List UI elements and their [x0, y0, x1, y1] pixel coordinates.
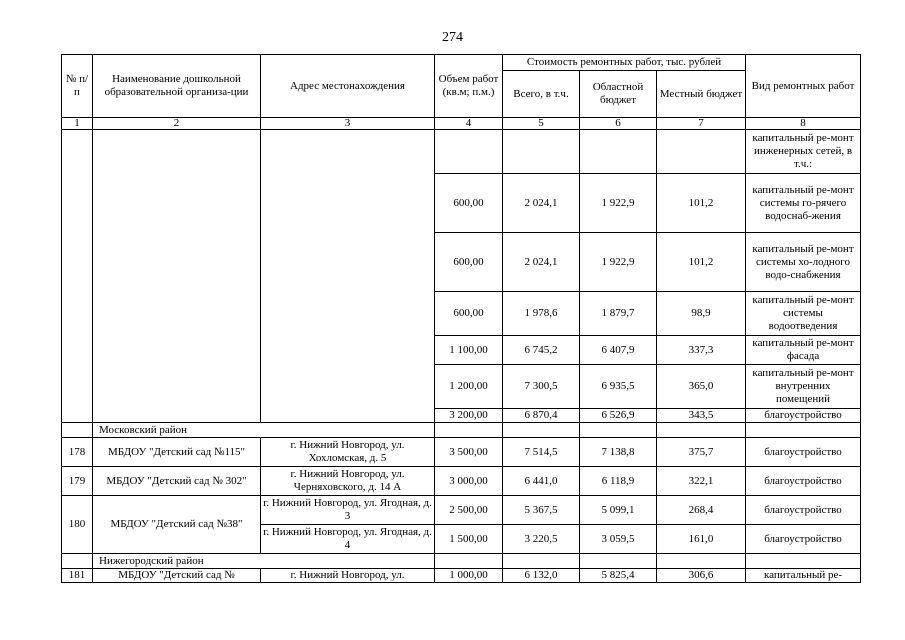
cell-volume: 1 200,00	[435, 365, 503, 409]
cell-total: 3 220,5	[503, 525, 580, 554]
cell-total: 6 132,0	[503, 569, 580, 583]
cell-worktype: благоустройство	[746, 496, 861, 525]
cell-total	[503, 130, 580, 174]
index-cell: 6	[580, 118, 657, 130]
header-col-name: Наименование дошкольной образовательной организа-ции	[93, 55, 261, 118]
cell-empty	[746, 423, 861, 438]
cell-empty	[580, 554, 657, 569]
cell-total: 7 514,5	[503, 438, 580, 467]
district-row	[62, 554, 861, 569]
cell-regional: 1 879,7	[580, 292, 657, 336]
cell-no	[62, 554, 93, 569]
cell-total: 5 367,5	[503, 496, 580, 525]
cell-empty	[657, 554, 746, 569]
cell-no	[62, 130, 93, 423]
cell-address: г. Нижний Новгород, ул.	[261, 569, 435, 583]
district-name: Нижегородский район	[93, 554, 435, 569]
cell-local: 101,2	[657, 174, 746, 233]
cell-worktype: благоустройство	[746, 438, 861, 467]
cell-address	[261, 130, 435, 423]
cell-total: 6 441,0	[503, 467, 580, 496]
cell-worktype: капитальный ре-монт инженерных сетей, в т.ч.:	[746, 130, 861, 174]
header-col-regional: Областной бюджет	[580, 71, 657, 118]
cell-total: 2 024,1	[503, 174, 580, 233]
cell-local: 306,6	[657, 569, 746, 583]
cell-volume: 1 500,00	[435, 525, 503, 554]
cell-worktype: капитальный ре-монт системы хо-лодного водо-снабжения	[746, 233, 861, 292]
cell-regional: 5 099,1	[580, 496, 657, 525]
index-cell: 5	[503, 118, 580, 130]
cell-empty	[435, 423, 503, 438]
cell-worktype: благоустройство	[746, 525, 861, 554]
cell-volume: 2 500,00	[435, 496, 503, 525]
cell-worktype: капитальный ре-монт фасада	[746, 336, 861, 365]
cell-worktype: капитальный ре-монт системы водоотведения	[746, 292, 861, 336]
cell-local: 375,7	[657, 438, 746, 467]
repair-works-table	[61, 54, 861, 583]
column-index-row	[62, 118, 861, 130]
cell-empty	[657, 423, 746, 438]
cell-volume: 3 000,00	[435, 467, 503, 496]
cell-local: 322,1	[657, 467, 746, 496]
header-col-volume: Объем работ (кв.м; п.м.)	[435, 55, 503, 118]
cell-address: г. Нижний Новгород, ул. Ягодная, д. 4	[261, 525, 435, 554]
cell-total: 6 870,4	[503, 409, 580, 423]
table-row	[62, 496, 861, 525]
cell-address: г. Нижний Новгород, ул. Ягодная, д. 3	[261, 496, 435, 525]
cell-address: г. Нижний Новгород, ул. Хохломская, д. 5	[261, 438, 435, 467]
cell-worktype: благоустройство	[746, 409, 861, 423]
table-row	[62, 130, 861, 174]
cell-name: МБДОУ "Детский сад №38"	[93, 496, 261, 554]
header-col-address: Адрес местонахождения	[261, 55, 435, 118]
cell-volume: 600,00	[435, 292, 503, 336]
cell-name: МБДОУ "Детский сад №	[93, 569, 261, 583]
cell-worktype: капитальный ре-	[746, 569, 861, 583]
cell-regional: 5 825,4	[580, 569, 657, 583]
cell-no	[62, 423, 93, 438]
cell-total: 6 745,2	[503, 336, 580, 365]
cell-volume	[435, 130, 503, 174]
cell-local: 365,0	[657, 365, 746, 409]
cell-regional	[580, 130, 657, 174]
index-cell: 4	[435, 118, 503, 130]
cell-total: 2 024,1	[503, 233, 580, 292]
page-number: 274	[442, 30, 463, 45]
index-cell: 3	[261, 118, 435, 130]
cell-no: 180	[62, 496, 93, 554]
index-cell: 8	[746, 118, 861, 130]
cell-no: 181	[62, 569, 93, 583]
cell-total: 1 978,6	[503, 292, 580, 336]
cell-address: г. Нижний Новгород, ул. Черняховского, д. 14 А	[261, 467, 435, 496]
index-cell: 7	[657, 118, 746, 130]
cell-local: 337,3	[657, 336, 746, 365]
header-col-local: Местный бюджет	[657, 71, 746, 118]
cell-total: 7 300,5	[503, 365, 580, 409]
cell-empty	[503, 554, 580, 569]
cell-regional: 7 138,8	[580, 438, 657, 467]
cell-worktype: капитальный ре-монт внутренних помещений	[746, 365, 861, 409]
cell-regional: 1 922,9	[580, 233, 657, 292]
cell-name: МБДОУ "Детский сад № 302"	[93, 467, 261, 496]
cell-empty	[746, 554, 861, 569]
cell-name	[93, 130, 261, 423]
table-row	[62, 569, 861, 583]
cell-local	[657, 130, 746, 174]
district-name: Московский район	[93, 423, 435, 438]
header-col-no: № п/п	[62, 55, 93, 118]
district-row	[62, 423, 861, 438]
cell-no: 179	[62, 467, 93, 496]
cell-empty	[580, 423, 657, 438]
table-row	[62, 467, 861, 496]
cell-regional: 6 118,9	[580, 467, 657, 496]
cell-volume: 1 000,00	[435, 569, 503, 583]
table-row	[62, 438, 861, 467]
cell-regional: 6 407,9	[580, 336, 657, 365]
cell-volume: 3 500,00	[435, 438, 503, 467]
index-cell: 1	[62, 118, 93, 130]
cell-volume: 600,00	[435, 233, 503, 292]
cell-worktype: капитальный ре-монт системы го-рячего водоснаб-жения	[746, 174, 861, 233]
cell-volume: 1 100,00	[435, 336, 503, 365]
cell-local: 161,0	[657, 525, 746, 554]
index-cell: 2	[93, 118, 261, 130]
header-col-total: Всего, в т.ч.	[503, 71, 580, 118]
cell-name: МБДОУ "Детский сад №115"	[93, 438, 261, 467]
cell-regional: 6 935,5	[580, 365, 657, 409]
header-col-worktype: Вид ремонтных работ	[746, 55, 861, 118]
cell-empty	[503, 423, 580, 438]
cell-regional: 3 059,5	[580, 525, 657, 554]
header-row-1	[62, 55, 861, 71]
cell-no: 178	[62, 438, 93, 467]
cell-volume: 3 200,00	[435, 409, 503, 423]
header-cost-group: Стоимость ремонтных работ, тыс. рублей	[503, 55, 746, 71]
cell-empty	[435, 554, 503, 569]
cell-local: 101,2	[657, 233, 746, 292]
cell-local: 343,5	[657, 409, 746, 423]
cell-local: 98,9	[657, 292, 746, 336]
cell-volume: 600,00	[435, 174, 503, 233]
cell-regional: 1 922,9	[580, 174, 657, 233]
cell-worktype: благоустройство	[746, 467, 861, 496]
cell-local: 268,4	[657, 496, 746, 525]
cell-regional: 6 526,9	[580, 409, 657, 423]
